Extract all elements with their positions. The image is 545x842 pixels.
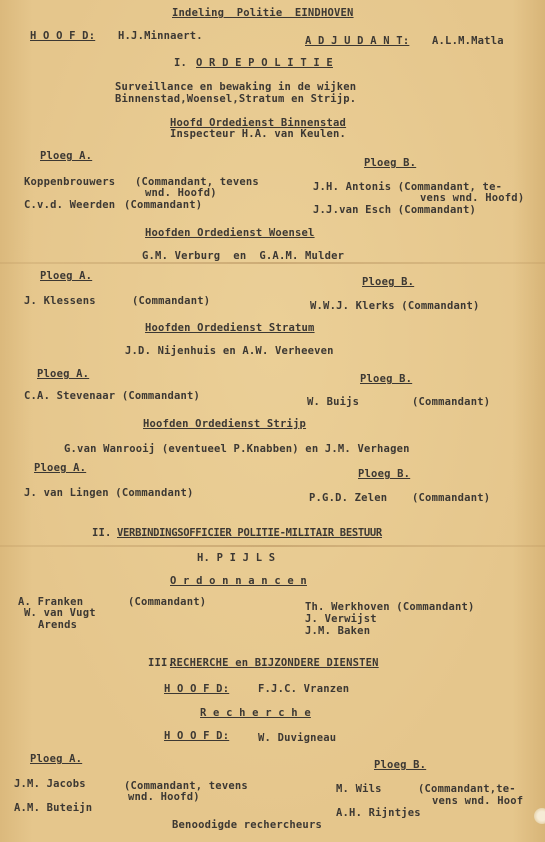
binnenstad-inspector: Inspecteur H.A. van Keulen. xyxy=(170,128,347,140)
stratum-ploeg-b: Ploeg B. xyxy=(360,373,413,385)
section3-hoofd-name: F.J.C. Vranzen xyxy=(258,683,350,695)
section3-heading: RECHERCHE en BIJZONDERE DIENSTEN xyxy=(170,657,379,669)
adjudant-label: A D J U D A N T: xyxy=(305,35,410,47)
binnenstad-b-line: J.J.van Esch (Commandant) xyxy=(313,204,477,216)
ordonnancen-right-name: J. Verwijst xyxy=(305,613,377,625)
recherche-b-name: A.H. Rijntjes xyxy=(336,807,421,819)
woensel-heading: Hoofden Ordedienst Woensel xyxy=(145,227,315,239)
stratum-b-role: (Commandant) xyxy=(412,396,491,408)
woensel-b-line: W.W.J. Klerks (Commandant) xyxy=(310,300,480,312)
recherche-a-role: (Commandant, tevens xyxy=(124,780,248,792)
ordonnancen-right-name: J.M. Baken xyxy=(305,625,371,637)
ordonnancen-left-name: A. Franken xyxy=(18,596,84,608)
section1-heading: O R D E P O L I T I E xyxy=(196,57,333,69)
strijp-a-line: J. van Lingen (Commandant) xyxy=(24,487,194,499)
section1-numeral: I. xyxy=(174,57,188,69)
section3-numeral: III. xyxy=(148,657,175,669)
strijp-names: G.van Wanrooij (eventueel P.Knabben) en J.M. Verhagen xyxy=(64,443,410,455)
binnenstad-heading: Hoofd Ordedienst Binnenstad xyxy=(170,117,347,129)
ordonnancen-left-name: W. van Vugt xyxy=(24,607,96,619)
recherche-b-role: (Commandant,te- xyxy=(418,783,516,795)
strijp-ploeg-a: Ploeg A. xyxy=(34,462,87,474)
binnenstad-a-name: Koppenbrouwers xyxy=(24,176,116,188)
stratum-a-line: C.A. Stevenaar (Commandant) xyxy=(24,390,201,402)
binnenstad-a-role: (Commandant, tevens xyxy=(135,176,259,188)
section3-hoofd-label: H O O F D: xyxy=(164,683,230,695)
woensel-a-name: J. Klessens xyxy=(24,295,96,307)
recherche-hoofd-name: W. Duvigneau xyxy=(258,732,337,744)
binnenstad-ploeg-a: Ploeg A. xyxy=(40,150,93,162)
recherche-heading: R e c h e r c h e xyxy=(200,707,311,719)
recherche-ploeg-a: Ploeg A. xyxy=(30,753,83,765)
section1-description: Binnenstad,Woensel,Stratum en Strijp. xyxy=(115,93,357,105)
recherche-a-role: wnd. Hoofd) xyxy=(128,791,200,803)
stratum-ploeg-a: Ploeg A. xyxy=(37,368,90,380)
ordonnancen-left-role: (Commandant) xyxy=(128,596,207,608)
paper-hole xyxy=(534,808,545,824)
strijp-b-role: (Commandant) xyxy=(412,492,491,504)
hoofd-label: H O O F D: xyxy=(30,30,96,42)
paper-fold xyxy=(0,262,545,264)
paper-fold xyxy=(0,545,545,547)
recherche-a-name: A.M. Buteijn xyxy=(14,802,93,814)
binnenstad-a-name: C.v.d. Weerden xyxy=(24,199,116,211)
recherche-b-name: M. Wils xyxy=(336,783,382,795)
stratum-b-name: W. Buijs xyxy=(307,396,360,408)
section2-officer: H. P I J L S xyxy=(197,552,276,564)
woensel-ploeg-a: Ploeg A. xyxy=(40,270,93,282)
section1-description: Surveillance en bewaking in de wijken xyxy=(115,81,357,93)
ordonnancen-right-name: Th. Werkhoven (Commandant) xyxy=(305,601,475,613)
recherche-hoofd-label: H O O F D: xyxy=(164,730,230,742)
strijp-heading: Hoofden Ordedienst Strijp xyxy=(143,418,307,430)
section2-numeral: II. xyxy=(92,527,112,539)
stratum-heading: Hoofden Ordedienst Stratum xyxy=(145,322,315,334)
binnenstad-b-line: vens wnd. Hoofd) xyxy=(420,192,525,204)
woensel-ploeg-b: Ploeg B. xyxy=(362,276,415,288)
binnenstad-a-role: (Commandant) xyxy=(124,199,203,211)
ordonnancen-heading: O r d o n n a n c e n xyxy=(170,575,307,587)
strijp-b-name: P.G.D. Zelen xyxy=(309,492,388,504)
recherche-footer: Benoodigde rechercheurs xyxy=(172,819,322,831)
strijp-ploeg-b: Ploeg B. xyxy=(358,468,411,480)
ordonnancen-left-name: Arends xyxy=(38,619,78,631)
woensel-names: G.M. Verburg en G.A.M. Mulder xyxy=(142,250,345,262)
binnenstad-b-line: J.H. Antonis (Commandant, te- xyxy=(313,181,503,193)
hoofd-name: H.J.Minnaert. xyxy=(118,30,203,42)
woensel-a-role: (Commandant) xyxy=(132,295,211,307)
recherche-ploeg-b: Ploeg B. xyxy=(374,759,427,771)
recherche-a-name: J.M. Jacobs xyxy=(14,778,86,790)
binnenstad-ploeg-b: Ploeg B. xyxy=(364,157,417,169)
page-title: Indeling Politie EINDHOVEN xyxy=(172,7,354,19)
binnenstad-a-role: wnd. Hoofd) xyxy=(145,187,217,199)
section2-heading: VERBINDINGSOFFICIER POLITIE-MILITAIR BESTUUR xyxy=(117,527,382,539)
recherche-b-role: vens wnd. Hoof xyxy=(432,795,524,807)
adjudant-name: A.L.M.Matla xyxy=(432,35,504,47)
stratum-names: J.D. Nijenhuis en A.W. Verheeven xyxy=(125,345,334,357)
